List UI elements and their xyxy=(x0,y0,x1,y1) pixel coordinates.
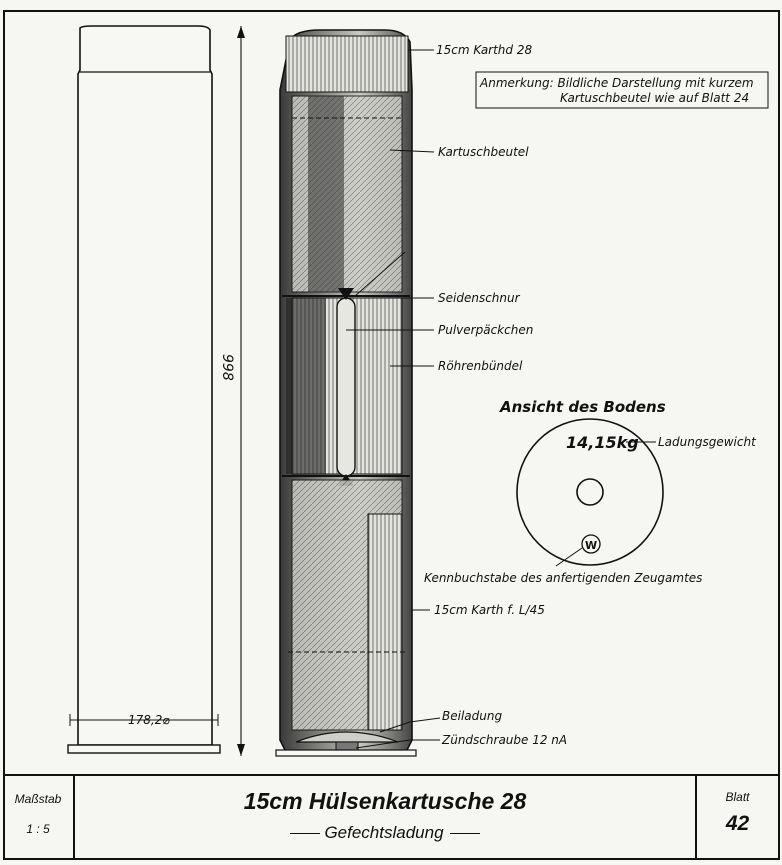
note-line2: Kartuschbeutel wie auf Blatt 24 xyxy=(560,91,750,105)
scale-cell xyxy=(3,776,75,860)
weight-label: Ladungsgewicht xyxy=(658,435,756,449)
scale-value: 1 : 5 xyxy=(26,822,50,836)
cartridge-head-top xyxy=(286,36,408,92)
sheet-cell xyxy=(697,776,778,860)
height-dimension xyxy=(219,26,245,756)
case-section-view xyxy=(276,30,416,756)
inner-bag-shade xyxy=(308,96,344,292)
note-line1: Anmerkung: Bildliche Darstellung mit kurzem xyxy=(480,76,754,90)
label-kartuschbeutel: Kartuschbeutel xyxy=(438,145,529,159)
case-base xyxy=(276,750,416,756)
sheet-label: Blatt xyxy=(725,790,750,804)
diameter-value: 178,2⌀ xyxy=(128,713,170,727)
label-seidenschnur: Seidenschnur xyxy=(438,291,520,305)
primer-hole xyxy=(577,479,603,505)
label-roehrenbuendel: Röhrenbündel xyxy=(438,359,523,373)
title-cell xyxy=(75,776,697,860)
height-value: 998 xyxy=(219,354,235,381)
base-view xyxy=(424,398,757,585)
title-block xyxy=(3,774,780,860)
label-karth: 15cm Karth f. L/45 xyxy=(434,603,545,617)
case-outline xyxy=(78,26,212,745)
base-letter: W xyxy=(585,539,598,552)
label-pulverpaeckchen: Pulverpäckchen xyxy=(438,323,534,337)
case-outline-view xyxy=(68,26,220,753)
letter-label: Kennbuchstabe des anfertigenden Zeugamtes xyxy=(424,571,703,585)
drawing-subtitle xyxy=(75,823,695,843)
label-beiladung: Beiladung xyxy=(442,709,503,723)
case-base-rim xyxy=(68,745,220,753)
drawing-title: 15cm Hülsenkartusche 28 xyxy=(243,788,527,814)
label-karthd: 15cm Karthd 28 xyxy=(436,43,533,57)
subtitle-text: Gefechtsladung xyxy=(324,823,444,842)
pulverpaeckchen-packet xyxy=(337,298,355,476)
sheet-number: 42 xyxy=(725,812,750,835)
scale-label: Maßstab xyxy=(14,792,62,806)
base-view-title: Ansicht des Bodens xyxy=(500,398,666,416)
weight-value: 14,15kg xyxy=(566,433,639,452)
label-zuendschraube: Zündschraube 12 nA xyxy=(442,733,568,747)
